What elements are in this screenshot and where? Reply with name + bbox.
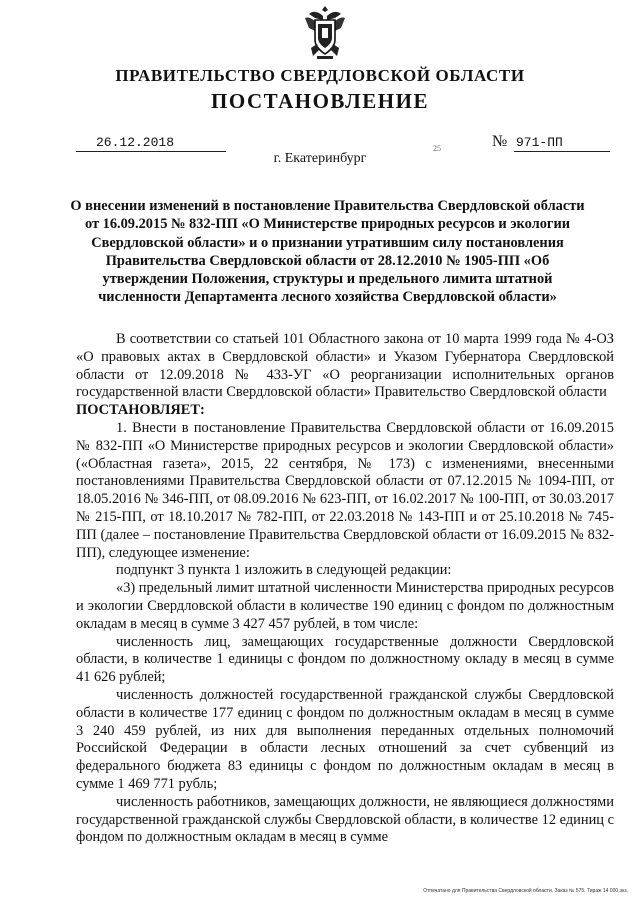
coat-of-arms-icon xyxy=(303,4,347,60)
document-body xyxy=(76,331,614,847)
preamble-paragraph: В соответствии со статьей 101 Областного закона от 10 марта 1999 года № 4-ОЗ «О правовых актах в Свердловской области» и Указом Губернатора Свердловской области от 12.09.2018 № 433-УГ «О реорганизации исполнительных органов государственной власти Свердловской области» Правительство Свердловской области xyxy=(76,331,614,401)
document-date: 26.12.2018 xyxy=(76,135,226,152)
paragraph-b: численность должностей государственной гражданской службы Свердловской области в количестве 177 единиц с фондом по должностным окладам в месяц в сумме 3 240 459 рублей, из них для выполнения переданных отдельных полномочий Российской Федерации в области лесных отношений за счет субвенций из федерального бюджета 83 единицы с фондом по должностным окладам в месяц в сумме 1 469 771 рубль; xyxy=(76,686,614,792)
government-name: ПРАВИТЕЛЬСТВО СВЕРДЛОВСКОЙ ОБЛАСТИ xyxy=(115,66,525,85)
resolves-heading: ПОСТАНОВЛЯЕТ: xyxy=(76,402,205,419)
number-label: № xyxy=(492,133,508,150)
document-type: ПОСТАНОВЛЕНИЕ xyxy=(211,89,429,113)
document-title: О внесении изменений в постановление Правительства Свердловской области от 16.09.2015 № 832-ПП «О Министерстве природных ресурсов и экологии Свердловской области» и о признании утратившим силу постановления Правительства Свердловской области от 28.12.2010 № 1905-ПП «Об утверждении Положения, структуры и предельного лимита штатной численности Департамента лесного хозяйства Свердловской области» xyxy=(70,198,585,306)
paragraph-c: численность работников, замещающих должности, не являющиеся должностями государственной гражданской службы Свердловской области, в количестве 12 единиц с фондом по должностным окладам в месяц в сумме xyxy=(76,793,614,846)
subitem-paragraph: подпункт 3 пункта 1 изложить в следующей редакции: xyxy=(116,562,452,579)
stamp-mark: 25 xyxy=(433,144,441,153)
city: г. Екатеринбург xyxy=(273,151,367,166)
print-footer: Отпечатано для Правительства Свердловской области. Заказ № 575. Тираж 14 000 экз. xyxy=(423,888,628,894)
quote-paragraph: «3) предельный лимит штатной численности Министерства природных ресурсов и экологии Свердловской области в количестве 190 единиц с фондом по должностным окладам в месяц в сумме 3 427 457 рублей, в том числе: xyxy=(76,580,614,632)
item-1-paragraph: 1. Внести в постановление Правительства Свердловской области от 16.09.2015 № 832-ПП «О Министерстве природных ресурсов и экологии Свердловской области» («Областная газета», 2015, 22 сентября, № 173) с изменениями, внесенными постановлениями Правительства Свердловской области от 07.12.2015 № 1094-ПП, от 18.05.2016 № 346-ПП, от 08.09.2016 № 623-ПП, от 16.02.2017 № 100-ПП, от 30.03.2017 № 215-ПП, от 18.10.2017 № 782-ПП, от 22.03.2018 № 143-ПП и от 25.10.2018 № 745-ПП (далее – постановление Правительства Свердловской области от 16.09.2015 № 832-ПП), следующее изменение: xyxy=(76,419,614,561)
document-number: 971-ПП xyxy=(514,135,610,152)
paragraph-a: численность лиц, замещающих государственные должности Свердловской области, в количестве 1 единицы с фондом по должностному окладу в месяц в сумме 41 626 рублей; xyxy=(76,633,614,686)
